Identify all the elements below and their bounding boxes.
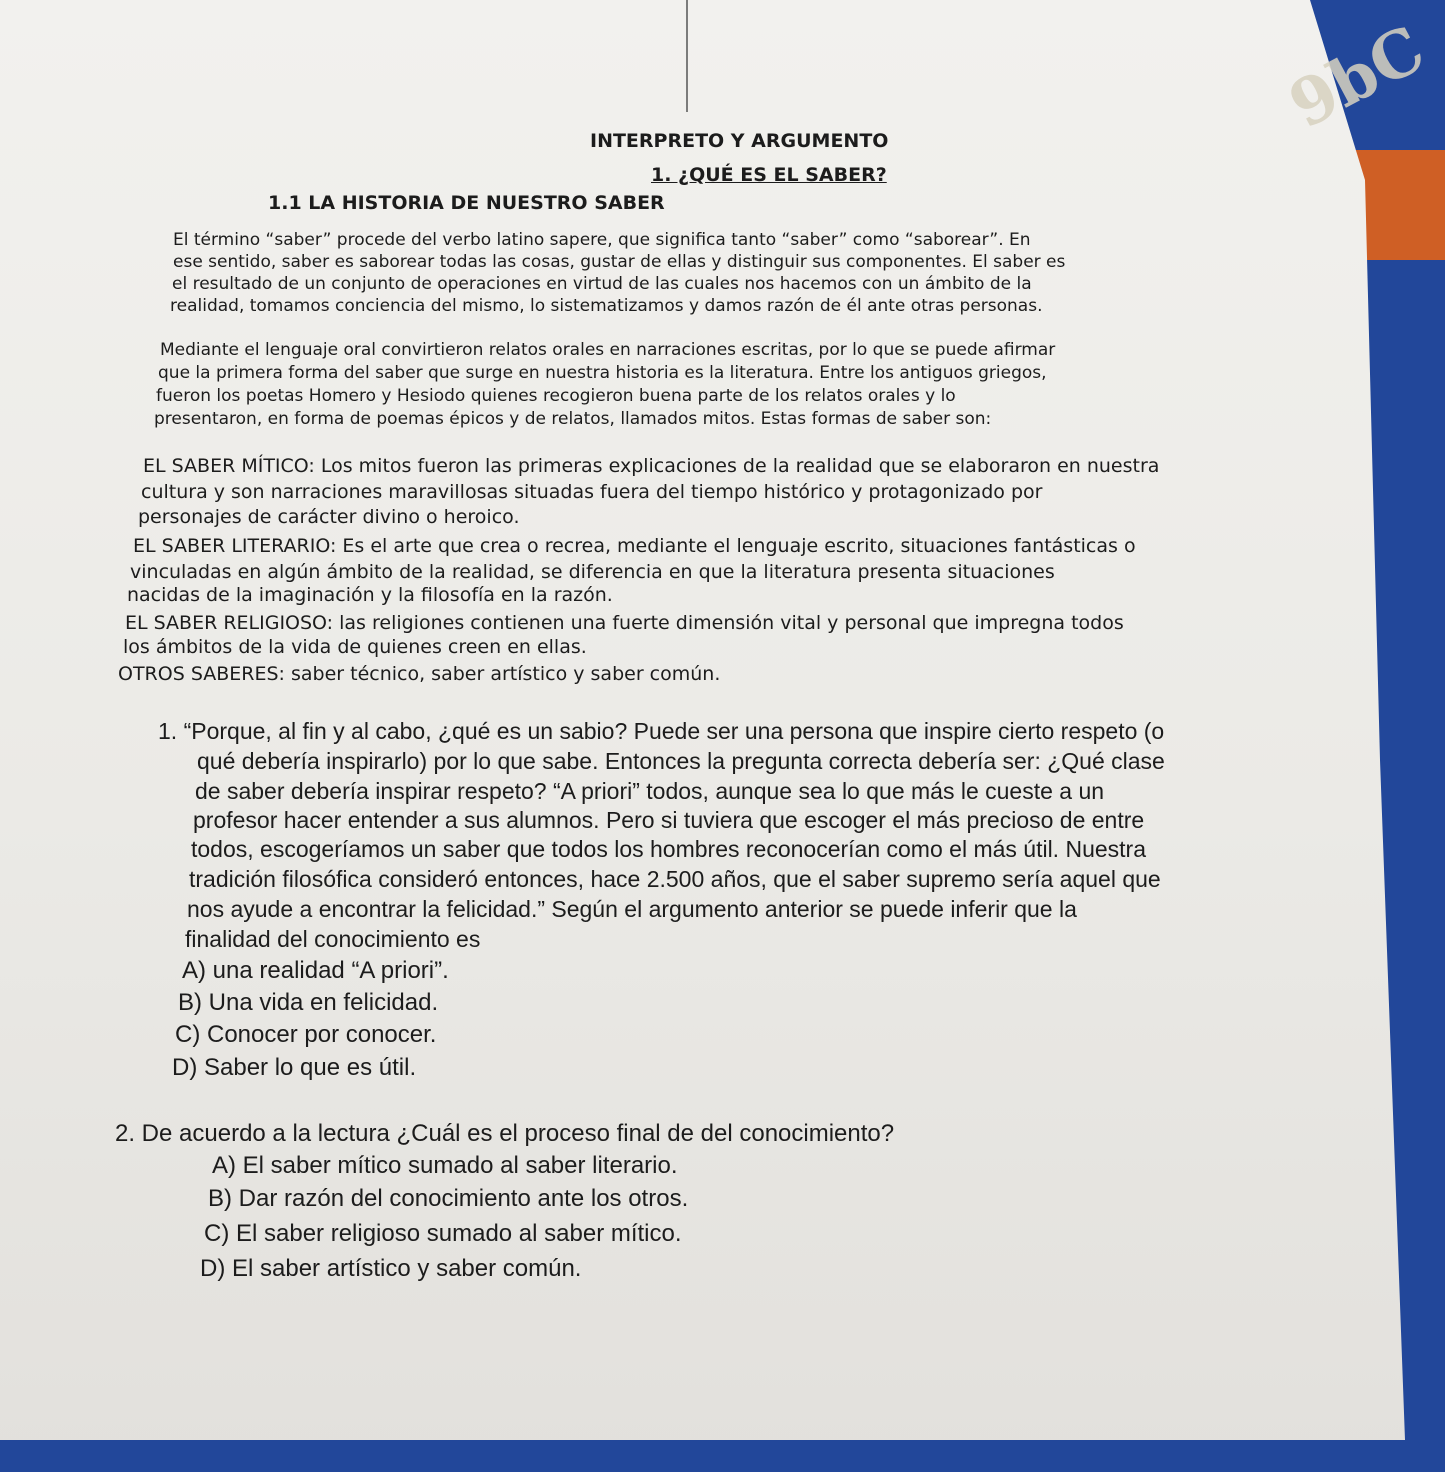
text-line: el resultado de un conjunto de operaciones en virtud de las cuales nos hacemos con un ámbito de la (172, 274, 1032, 294)
question-text-line: qué debería inspirarlo) por lo que sabe. Entonces la pregunta correcta debería ser: ¿Qué clase (197, 748, 1165, 774)
text-line: vinculadas en algún ámbito de la realidad, se diferencia en que la literatura presenta situaciones (130, 561, 1055, 583)
text-line: Mediante el lenguaje oral convirtieron relatos orales en narraciones escritas, por lo que se puede afirmar (160, 340, 1056, 360)
question-text-line: todos, escogeríamos un saber que todos los hombres reconocerían como el más útil. Nuestra (191, 836, 1146, 862)
answer-option-d[interactable]: D) Saber lo que es útil. (172, 1054, 417, 1081)
section-heading: INTERPRETO Y ARGUMENTO (590, 130, 889, 152)
answer-option-c[interactable]: C) Conocer por conocer. (175, 1021, 437, 1048)
answer-option-a[interactable]: A) una realidad “A priori”. (182, 957, 449, 984)
answer-option-a[interactable]: A) El saber mítico sumado al saber literario. (212, 1152, 678, 1179)
text-line: EL SABER RELIGIOSO: las religiones contienen una fuerte dimensión vital y personal que impregna todos (125, 612, 1124, 634)
question-text-line: 1. “Porque, al fin y al cabo, ¿qué es un sabio? Puede ser una persona que inspire cierto respeto (o (158, 718, 1165, 744)
text-line: ese sentido, saber es saborear todas las cosas, gustar de ellas y distinguir sus componentes. El saber es (173, 252, 1066, 272)
text-line: EL SABER LITERARIO: Es el arte que crea o recrea, mediante el lenguaje escrito, situaciones fantásticas o (133, 535, 1136, 557)
question-text-line: 2. De acuerdo a la lectura ¿Cuál es el proceso final de del conocimiento? (115, 1120, 895, 1147)
paragraph-otros-saberes: OTROS SABERES: saber técnico, saber artístico y saber común. (118, 663, 721, 685)
question-title: 1. ¿QUÉ ES EL SABER? (651, 164, 887, 186)
question-text-line: tradición filosófica consideró entonces, hace 2.500 años, que el saber supremo sería aquel que (189, 866, 1161, 892)
answer-option-c[interactable]: C) El saber religioso sumado al saber mítico. (204, 1220, 682, 1247)
answer-option-b[interactable]: B) Dar razón del conocimiento ante los otros. (208, 1185, 689, 1212)
text-line: los ámbitos de la vida de quienes creen en ellas. (123, 636, 587, 658)
question-text-line: profesor hacer entender a sus alumnos. Pero si tuviera que escoger el más precioso de entre (193, 807, 1145, 833)
text-line: que la primera forma del saber que surge en nuestra historia es la literatura. Entre los antiguos griegos, (158, 363, 1047, 383)
answer-option-d[interactable]: D) El saber artístico y saber común. (200, 1255, 582, 1282)
text-line: EL SABER MÍTICO: Los mitos fueron las primeras explicaciones de la realidad que se elaboraron en nuestra (143, 455, 1160, 477)
text-line: nacidas de la imaginación y la filosofía en la razón. (127, 584, 613, 606)
subsection-heading: 1.1 LA HISTORIA DE NUESTRO SABER (268, 192, 665, 214)
fold-line (686, 0, 688, 112)
corner-handwriting: 9bC (1277, 11, 1437, 144)
text-line: cultura y son narraciones maravillosas situadas fuera del tiempo histórico y protagonizado por (141, 481, 1043, 503)
text-line: fueron los poetas Homero y Hesiodo quienes recogieron buena parte de los relatos orales y lo (156, 386, 956, 406)
question-text-line: nos ayude a encontrar la felicidad.” Según el argumento anterior se puede inferir que la (187, 896, 1077, 922)
text-line: realidad, tomamos conciencia del mismo, lo sistematizamos y damos razón de él ante otras personas. (170, 296, 1043, 316)
question-text-line: de saber debería inspirar respeto? “A priori” todos, aunque sea lo que más le cueste a un (195, 778, 1105, 804)
text-line: El término “saber” procede del verbo latino sapere, que significa tanto “saber” como “saborear”. En (173, 230, 1031, 250)
text-line: personajes de carácter divino o heroico. (138, 506, 520, 528)
question-text-line: finalidad del conocimiento es (185, 926, 481, 952)
answer-option-b[interactable]: B) Una vida en felicidad. (178, 989, 439, 1016)
text-line: presentaron, en forma de poemas épicos y de relatos, llamados mitos. Estas formas de saber son: (154, 409, 992, 429)
